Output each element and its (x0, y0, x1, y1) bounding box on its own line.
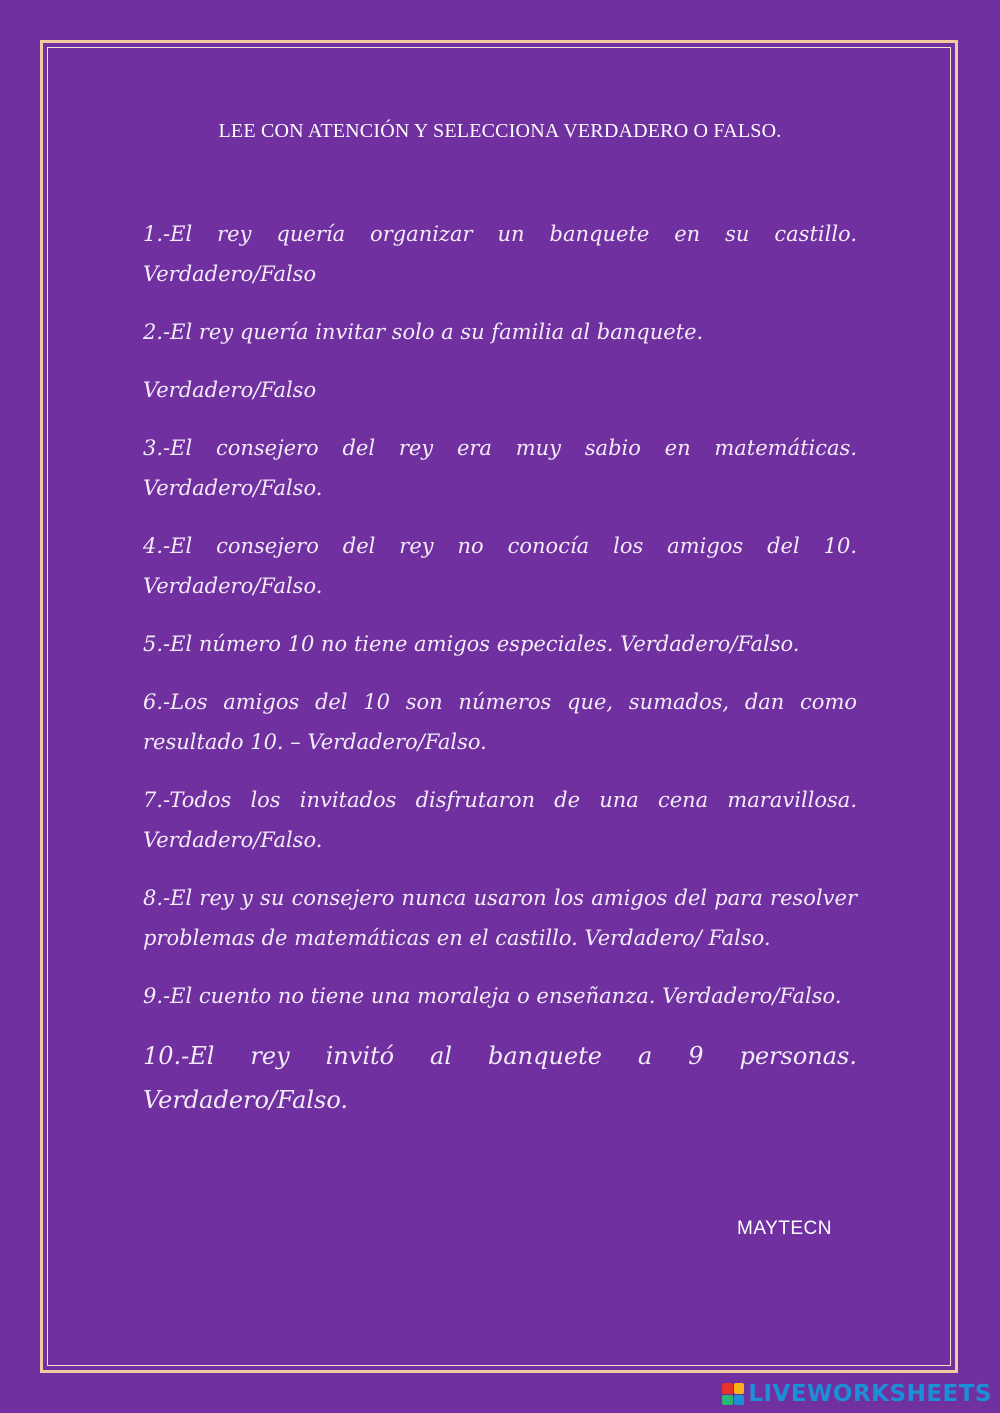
question-9: 9.-El cuento no tiene una moraleja o enseñanza. Verdadero/Falso. (143, 984, 842, 1008)
question-10: 10.-El rey invitó al banquete a 9 personas. Verdadero/Falso. (143, 1042, 857, 1114)
question-3: 3.-El consejero del rey era muy sabio en matemáticas. Verdadero/Falso. (143, 436, 857, 500)
question-2-answer: Verdadero/Falso (143, 378, 317, 402)
question-5: 5.-El número 10 no tiene amigos especiales. Verdadero/Falso. (143, 632, 800, 656)
brand-name: LIVEWORKSHEETS (748, 1381, 992, 1407)
question-1: 1.-El rey quería organizar un banquete en su castillo. Verdadero/Falso (143, 222, 857, 286)
question-6: 6.-Los amigos del 10 son números que, sumados, dan como resultado 10. – Verdadero/Falso. (143, 690, 857, 754)
question-4: 4.-El consejero del rey no conocía los amigos del 10. Verdadero/Falso. (143, 534, 857, 598)
question-8: 8.-El rey y su consejero nunca usaron los amigos del para resolver problemas de matemáticas en el castillo. Verdadero/ Falso. (143, 886, 857, 950)
question-2: 2.-El rey quería invitar solo a su familia al banquete. (143, 320, 704, 344)
question-list (143, 214, 857, 1140)
author-signature: MAYTECN (737, 1218, 832, 1239)
liveworksheets-logo-icon (722, 1383, 744, 1405)
liveworksheets-brand[interactable] (722, 1379, 992, 1409)
question-7: 7.-Todos los invitados disfrutaron de una cena maravillosa. Verdadero/Falso. (143, 788, 857, 852)
worksheet-title: LEE CON ATENCIÓN Y SELECCIONA VERDADERO O FALSO. (218, 120, 782, 142)
